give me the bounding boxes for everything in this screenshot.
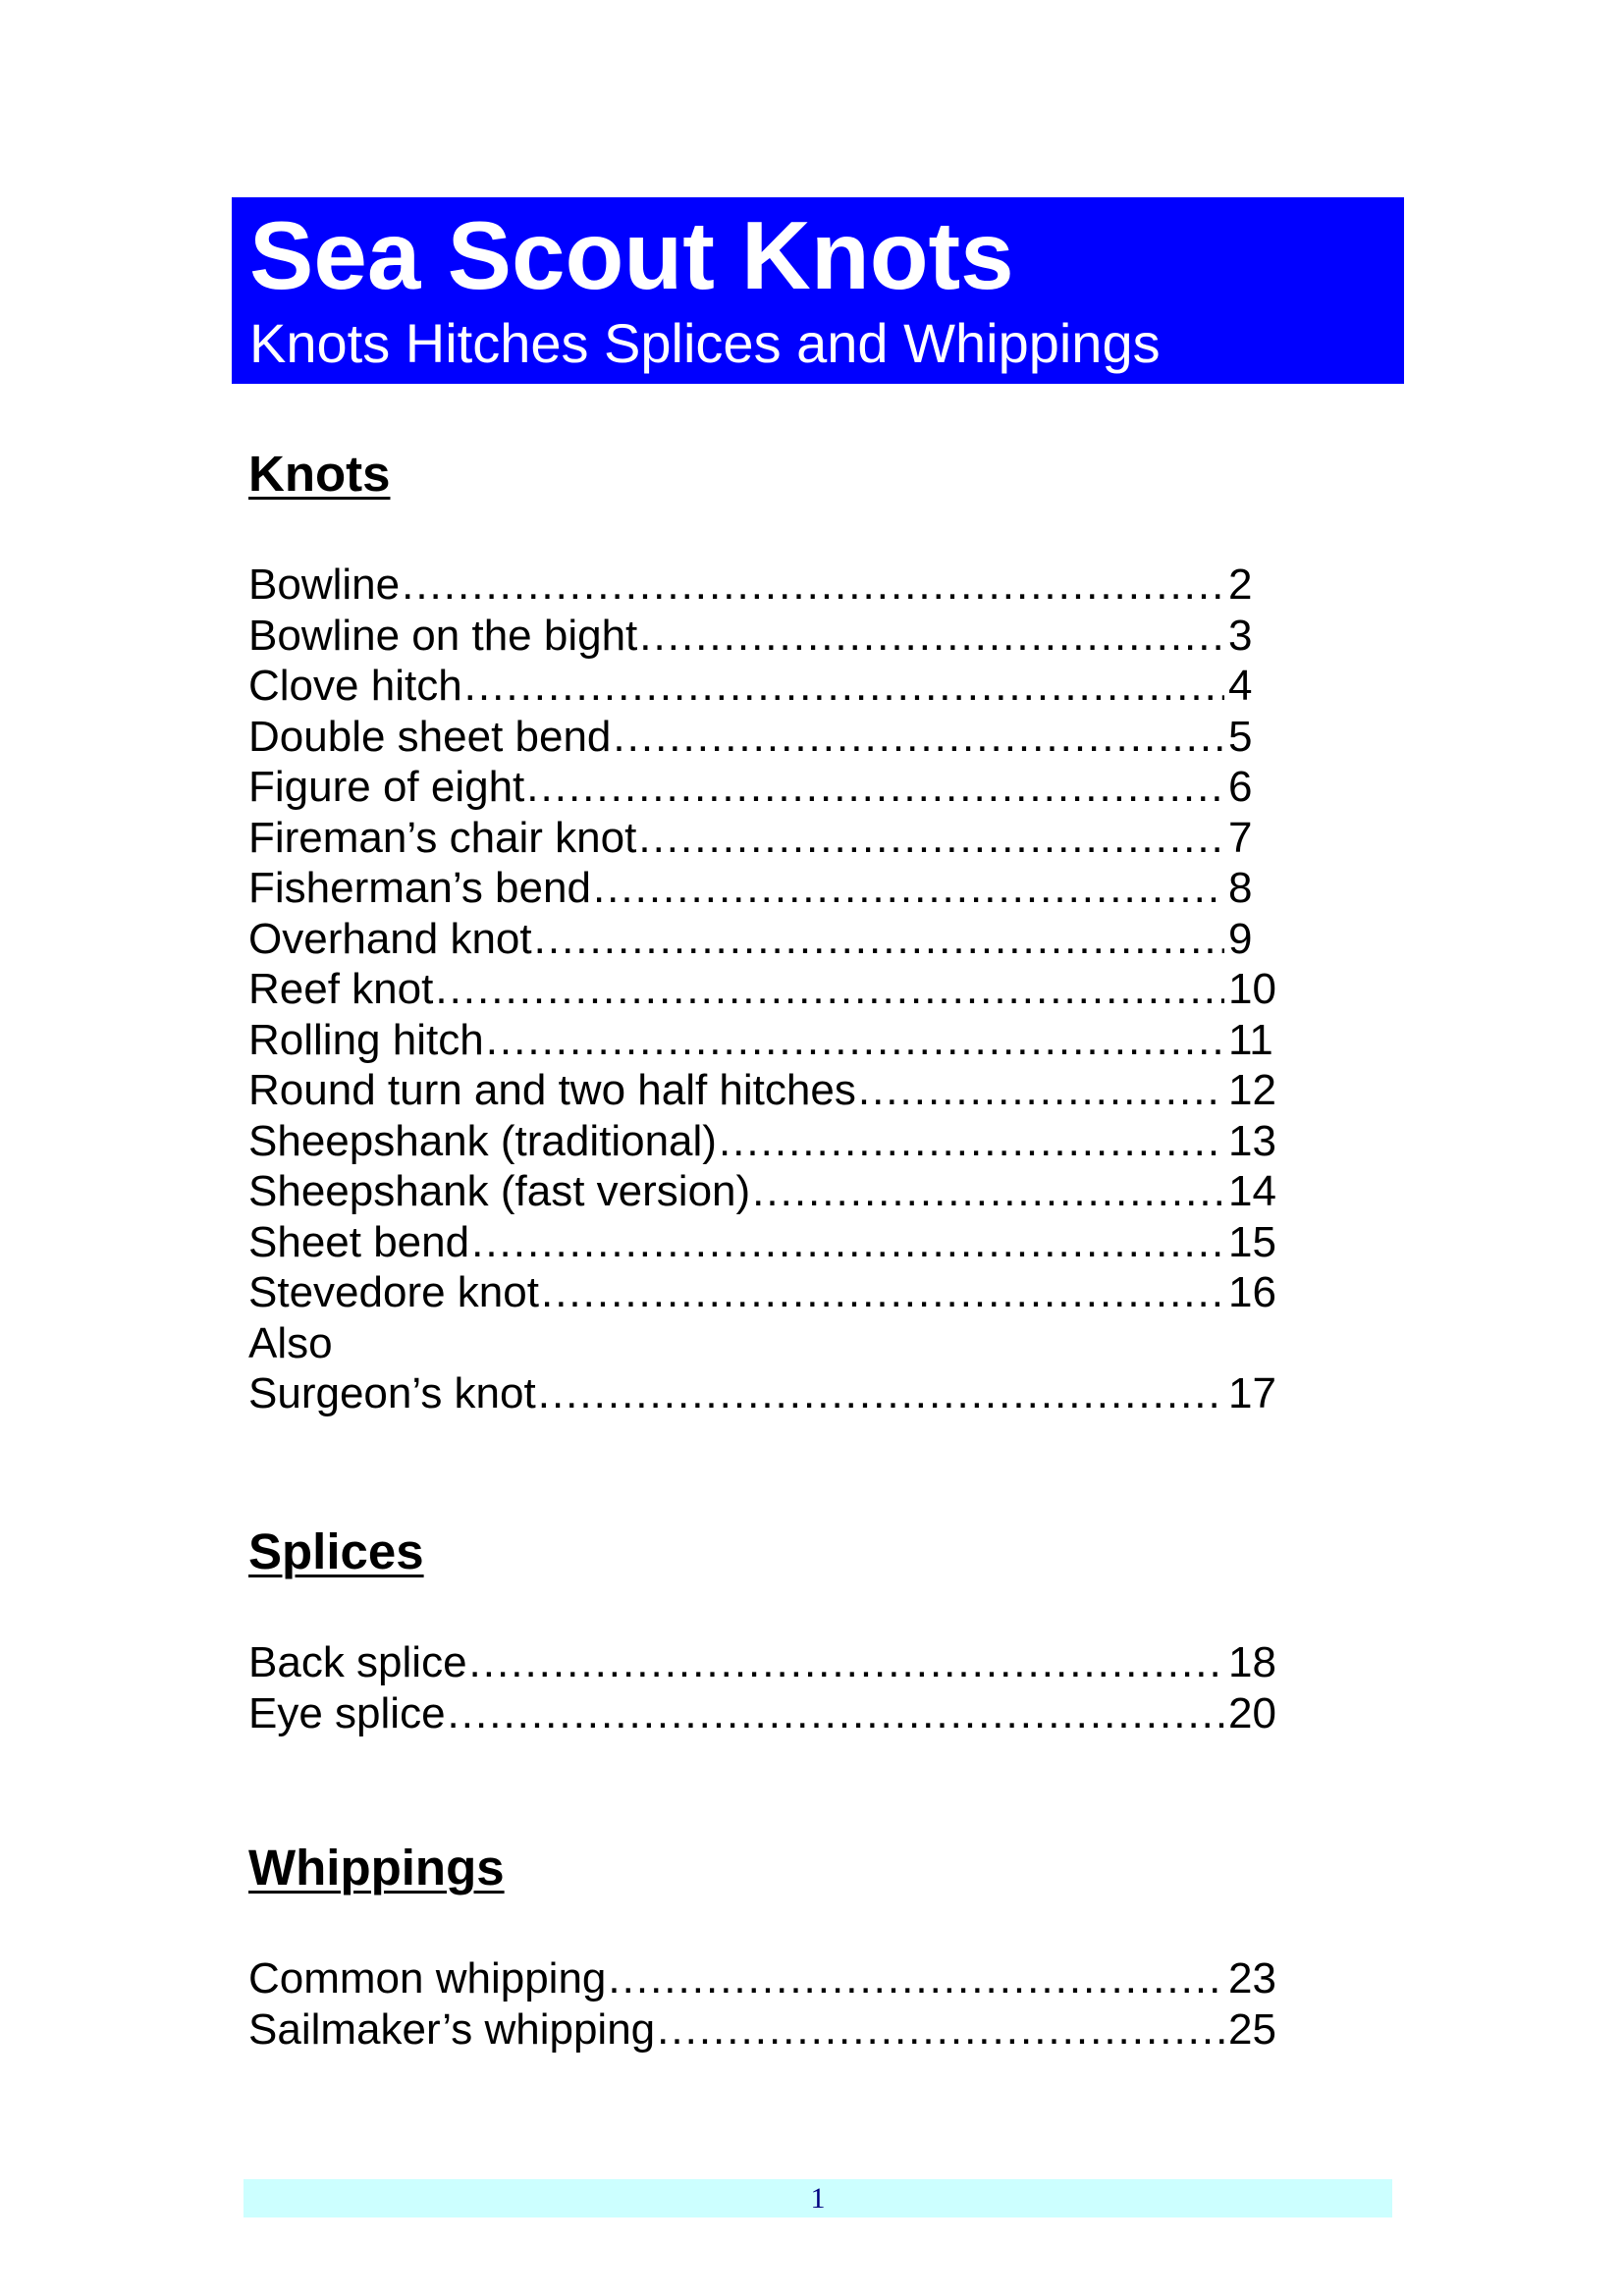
toc-entry-label: Also xyxy=(248,1318,333,1367)
toc-entry-page: 16 xyxy=(1228,1268,1276,1316)
toc-entry-label: Sheet bend xyxy=(248,1217,470,1266)
toc-entry-label: Clove hitch xyxy=(248,662,462,710)
section-heading-whippings: Whippings xyxy=(248,1840,505,1896)
document-title: Sea Scout Knots xyxy=(249,201,1014,309)
toc-entry-label: Rolling hitch xyxy=(248,1015,484,1064)
dot-leader xyxy=(534,914,1224,965)
document-subtitle: Knots Hitches Splices and Whippings xyxy=(249,312,1161,374)
toc-entry-label: Round turn and two half hitches xyxy=(248,1066,856,1114)
dot-leader xyxy=(464,661,1224,712)
dot-leader xyxy=(471,1217,1224,1268)
toc-subheading-also xyxy=(248,1318,1287,1369)
toc-entry[interactable] xyxy=(248,2004,1287,2056)
dot-leader xyxy=(435,964,1224,1015)
toc-entry-label: Double sheet bend xyxy=(248,712,612,761)
toc-entry[interactable] xyxy=(248,560,1287,611)
dot-leader xyxy=(448,1688,1224,1739)
toc-entry[interactable] xyxy=(248,1217,1287,1268)
toc-entry[interactable] xyxy=(248,1688,1287,1739)
toc-entry[interactable] xyxy=(248,1368,1287,1419)
toc-entry-label: Reef knot xyxy=(248,965,434,1013)
dot-leader xyxy=(639,611,1224,662)
toc-entry[interactable] xyxy=(248,813,1287,864)
dot-leader xyxy=(752,1166,1224,1217)
dot-leader xyxy=(541,1267,1224,1318)
toc-entry-label: Sailmaker’s whipping xyxy=(248,2004,656,2054)
toc-entry-label: Fireman’s chair knot xyxy=(248,813,637,862)
dot-leader xyxy=(486,1015,1224,1066)
toc-entry-label: Eye splice xyxy=(248,1688,446,1737)
toc-entry-page: 8 xyxy=(1228,864,1253,912)
toc-list-knots xyxy=(248,560,1287,1419)
section-heading-splices: Splices xyxy=(248,1523,424,1579)
toc-entry-page: 25 xyxy=(1228,2004,1276,2054)
toc-entry-page: 4 xyxy=(1228,662,1253,710)
dot-leader xyxy=(613,712,1224,763)
toc-entry-page: 13 xyxy=(1228,1116,1276,1165)
toc-entry[interactable] xyxy=(248,964,1287,1015)
toc-entry-page: 5 xyxy=(1228,712,1253,761)
toc-entry[interactable] xyxy=(248,712,1287,763)
toc-entry-label: Sheepshank (traditional) xyxy=(248,1116,717,1165)
toc-list-splices xyxy=(248,1637,1287,1738)
toc-entry[interactable] xyxy=(248,914,1287,965)
toc-entry-label: Surgeon’s knot xyxy=(248,1369,536,1417)
dot-leader xyxy=(638,813,1224,864)
toc-entry-page: 15 xyxy=(1228,1217,1276,1266)
section-heading-knots: Knots xyxy=(248,446,391,502)
toc-entry-page: 2 xyxy=(1228,561,1253,609)
toc-entry-page: 9 xyxy=(1228,914,1253,963)
toc-entry[interactable] xyxy=(248,1953,1287,2004)
toc-entry[interactable] xyxy=(248,1015,1287,1066)
toc-entry-label: Bowline xyxy=(248,561,401,609)
toc-entry-label: Fisherman’s bend xyxy=(248,864,591,912)
toc-entry-page: 3 xyxy=(1228,611,1253,660)
toc-entry[interactable] xyxy=(248,1166,1287,1217)
toc-entry-page: 12 xyxy=(1228,1066,1276,1114)
toc-entry-page: 7 xyxy=(1228,813,1253,862)
toc-entry[interactable] xyxy=(248,611,1287,662)
toc-entry-label: Overhand knot xyxy=(248,914,532,963)
toc-entry-label: Bowline on the bight xyxy=(248,611,638,660)
toc-entry-label: Back splice xyxy=(248,1638,467,1686)
toc-entry-page: 14 xyxy=(1228,1167,1276,1215)
toc-entry[interactable] xyxy=(248,661,1287,712)
toc-entry[interactable] xyxy=(248,863,1287,914)
toc-entry-label: Stevedore knot xyxy=(248,1268,539,1316)
dot-leader xyxy=(719,1116,1224,1167)
toc-entry-page: 23 xyxy=(1228,1954,1276,2002)
toc-entry-label: Figure of eight xyxy=(248,763,525,811)
toc-entry-page: 6 xyxy=(1228,763,1253,811)
footer-page-bar xyxy=(243,2179,1392,2217)
toc-entry[interactable] xyxy=(248,1065,1287,1116)
dot-leader xyxy=(469,1637,1224,1688)
toc-entry-page: 18 xyxy=(1228,1638,1276,1686)
dot-leader xyxy=(608,1953,1224,2004)
dot-leader xyxy=(593,863,1224,914)
dot-leader xyxy=(858,1065,1224,1116)
dot-leader xyxy=(526,762,1224,813)
toc-entry[interactable] xyxy=(248,762,1287,813)
dot-leader xyxy=(402,560,1224,611)
toc-entry-page: 11 xyxy=(1228,1015,1273,1064)
toc-entry[interactable] xyxy=(248,1267,1287,1318)
toc-entry[interactable] xyxy=(248,1116,1287,1167)
title-banner xyxy=(232,197,1404,384)
dot-leader xyxy=(538,1368,1224,1419)
toc-entry-label: Sheepshank (fast version) xyxy=(248,1167,751,1215)
toc-entry[interactable] xyxy=(248,1637,1287,1688)
toc-entry-label: Common whipping xyxy=(248,1954,607,2002)
dot-leader xyxy=(657,2004,1224,2056)
toc-entry-page: 10 xyxy=(1228,965,1276,1013)
toc-entry-page: 20 xyxy=(1228,1688,1276,1737)
page-number: 1 xyxy=(810,2182,826,2215)
toc-list-whippings xyxy=(248,1953,1287,2055)
toc-entry-page: 17 xyxy=(1228,1369,1276,1417)
